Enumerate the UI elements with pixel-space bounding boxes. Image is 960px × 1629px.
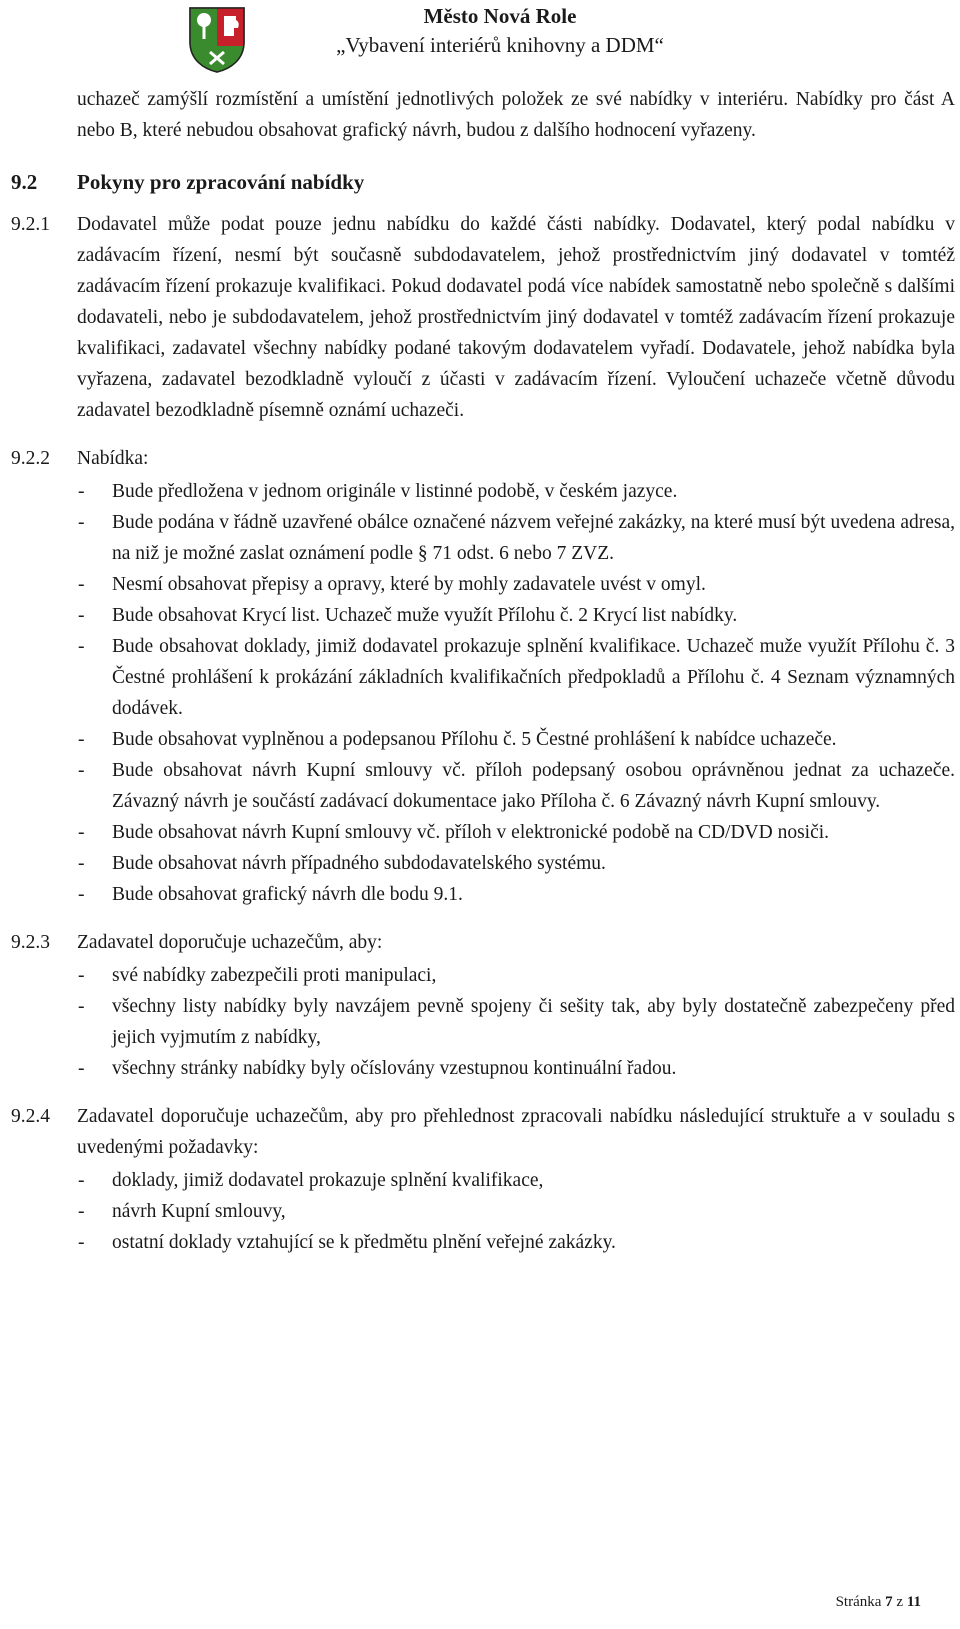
section-9-2-4 bbox=[0, 1101, 960, 1258]
section-number: 9.2.2 bbox=[11, 448, 50, 469]
list-item-text: Nesmí obsahovat přepisy a opravy, které by mohly zadavatele uvést v omyl. bbox=[112, 574, 706, 595]
list-item bbox=[78, 507, 955, 569]
list-bullet: - bbox=[78, 1170, 85, 1191]
list-item-text: doklady, jimiž dodavatel prokazuje splnění kvalifikace, bbox=[112, 1170, 544, 1191]
list-item bbox=[78, 600, 955, 631]
section-9-2-2 bbox=[0, 443, 960, 910]
list-bullet: - bbox=[78, 1058, 85, 1079]
list-bullet: - bbox=[78, 760, 85, 781]
document-body bbox=[0, 84, 960, 1275]
list-item-text: Bude obsahovat návrh Kupní smlouvy vč. příloh v elektronické podobě na CD/DVD nosiči. bbox=[112, 822, 830, 843]
recommendations-list bbox=[0, 960, 960, 1084]
list-item bbox=[78, 991, 955, 1053]
list-bullet: - bbox=[78, 853, 85, 874]
list-item bbox=[78, 879, 955, 910]
list-item-text: Bude předložena v jednom originále v listinné podobě, v českém jazyce. bbox=[112, 481, 678, 502]
list-item-text: Bude obsahovat Krycí list. Uchazeč muže využít Přílohu č. 2 Krycí list nabídky. bbox=[112, 605, 738, 626]
footer-prefix: Stránka bbox=[835, 1594, 882, 1610]
list-item-text: ostatní doklady vztahující se k předmětu plnění veřejné zakázky. bbox=[112, 1232, 616, 1253]
section-number: 9.2.4 bbox=[11, 1106, 50, 1127]
list-item-text: Bude podána v řádně uzavřené obálce označené názvem veřejné zakázky, na které musí být uvedena adresa, na niž je možné zaslat oznámení podle § 71 odst. 6 nebo 7 ZVZ. bbox=[112, 512, 955, 564]
list-item bbox=[78, 1053, 955, 1084]
footer-page-number: 7 bbox=[885, 1594, 893, 1610]
list-item bbox=[78, 1227, 955, 1258]
list-bullet: - bbox=[78, 729, 85, 750]
list-item bbox=[78, 476, 955, 507]
section-9-2-1 bbox=[0, 209, 960, 426]
list-bullet: - bbox=[78, 965, 85, 986]
list-item-text: Bude obsahovat návrh případného subdodavatelského systému. bbox=[112, 853, 606, 874]
list-item-text: své nabídky zabezpečili proti manipulaci, bbox=[112, 965, 437, 986]
list-item-text: Bude obsahovat doklady, jimiž dodavatel prokazuje splnění kvalifikace. Uchazeč muže využít Přílohu č. 3 Čestné prohlášení k prokázání základních kvalifikačních předpokladů a Přílohu č. 4 Seznam významných dodávek. bbox=[112, 636, 955, 719]
page-footer bbox=[836, 1594, 921, 1611]
list-item-text: Bude obsahovat vyplněnou a podepsanou Přílohu č. 5 Čestné prohlášení k nabídce uchazeče. bbox=[112, 729, 837, 750]
list-bullet: - bbox=[78, 605, 85, 626]
section-9-2-3 bbox=[0, 927, 960, 1084]
list-bullet: - bbox=[78, 512, 85, 533]
list-item-text: návrh Kupní smlouvy, bbox=[112, 1201, 286, 1222]
section-intro: Nabídka: bbox=[77, 448, 149, 469]
list-item bbox=[78, 724, 955, 755]
list-item bbox=[78, 817, 955, 848]
list-item-text: Bude obsahovat návrh Kupní smlouvy vč. příloh podepsaný osobou oprávněnou jednat za uchazeče. Závazný návrh je součástí zadávací dokumentace jako Příloha č. 6 Závazný návrh Kupní smlouvy. bbox=[112, 760, 955, 812]
intro-paragraph: uchazeč zamýšlí rozmístění a umístění jednotlivých položek ze své nabídky v interiéru. Nabídky pro část A nebo B, které nebudou obsahovat grafický návrh, budou z dalšího hodnocení vyřazeny. bbox=[77, 89, 955, 141]
list-item bbox=[78, 1196, 955, 1227]
list-item-text: Bude obsahovat grafický návrh dle bodu 9.1. bbox=[112, 884, 463, 905]
list-item bbox=[78, 960, 955, 991]
list-bullet: - bbox=[78, 1232, 85, 1253]
list-item-text: všechny listy nabídky byly navzájem pevně spojeny či sešity tak, aby byly dostatečně zabezpečeny před jejich vyjmutím z nabídky, bbox=[112, 996, 955, 1048]
list-item bbox=[78, 569, 955, 600]
section-title: Pokyny pro zpracování nabídky bbox=[77, 170, 365, 194]
list-bullet: - bbox=[78, 884, 85, 905]
header-title: Město Nová Role bbox=[423, 4, 577, 28]
requirements-list bbox=[0, 476, 960, 910]
list-item-text: všechny stránky nabídky byly očíslovány vzestupnou kontinuální řadou. bbox=[112, 1058, 677, 1079]
section-intro: Zadavatel doporučuje uchazečům, aby: bbox=[77, 932, 383, 953]
section-text: Dodavatel může podat pouze jednu nabídku do každé části nabídky. Dodavatel, který podal nabídku v zadávacím řízení, nesmí být současně subdodavatelem, jehož prostřednictvím jiný dodavatel v tomtéž zadávacím řízení prokazuje kvalifikaci. Pokud dodavatel podá více nabídek samostatně nebo společně s dalšími dodavateli, nebo je subdodavatelem, jehož prostřednictvím jiný dodavatel v tomtéž zadávacím řízení prokazuje kvalifikaci, zadavatel všechny nabídky podané takovým dodavatelem vyřadí. Dodavatele, jehož nabídka byla vyřazena, zadavatel bezodkladně vyloučí z účasti v zadávacím řízení. Vyloučení uchazeče včetně důvodu zadavatel bezodkladně písemně oznámí uchazeči. bbox=[77, 214, 955, 421]
section-number: 9.2.3 bbox=[11, 932, 50, 953]
list-bullet: - bbox=[78, 636, 85, 657]
list-bullet: - bbox=[78, 996, 85, 1017]
section-intro: Zadavatel doporučuje uchazečům, aby pro přehlednost zpracovali nabídku následující struktuře a v souladu s uvedenými požadavky: bbox=[77, 1106, 955, 1158]
section-number: 9.2.1 bbox=[11, 214, 50, 235]
list-item bbox=[78, 848, 955, 879]
footer-page-total: 11 bbox=[906, 1594, 921, 1610]
page-header bbox=[0, 0, 960, 80]
list-item bbox=[78, 1165, 955, 1196]
list-item bbox=[78, 755, 955, 817]
list-bullet: - bbox=[78, 822, 85, 843]
footer-of: z bbox=[896, 1594, 904, 1610]
list-bullet: - bbox=[78, 574, 85, 595]
header-subtitle: „Vybavení interiérů knihovny a DDM“ bbox=[336, 33, 664, 57]
list-item bbox=[78, 631, 955, 724]
list-bullet: - bbox=[78, 1201, 85, 1222]
section-number: 9.2 bbox=[11, 170, 38, 194]
list-bullet: - bbox=[78, 481, 85, 502]
structure-list bbox=[0, 1165, 960, 1258]
section-heading-9-2 bbox=[0, 163, 960, 201]
